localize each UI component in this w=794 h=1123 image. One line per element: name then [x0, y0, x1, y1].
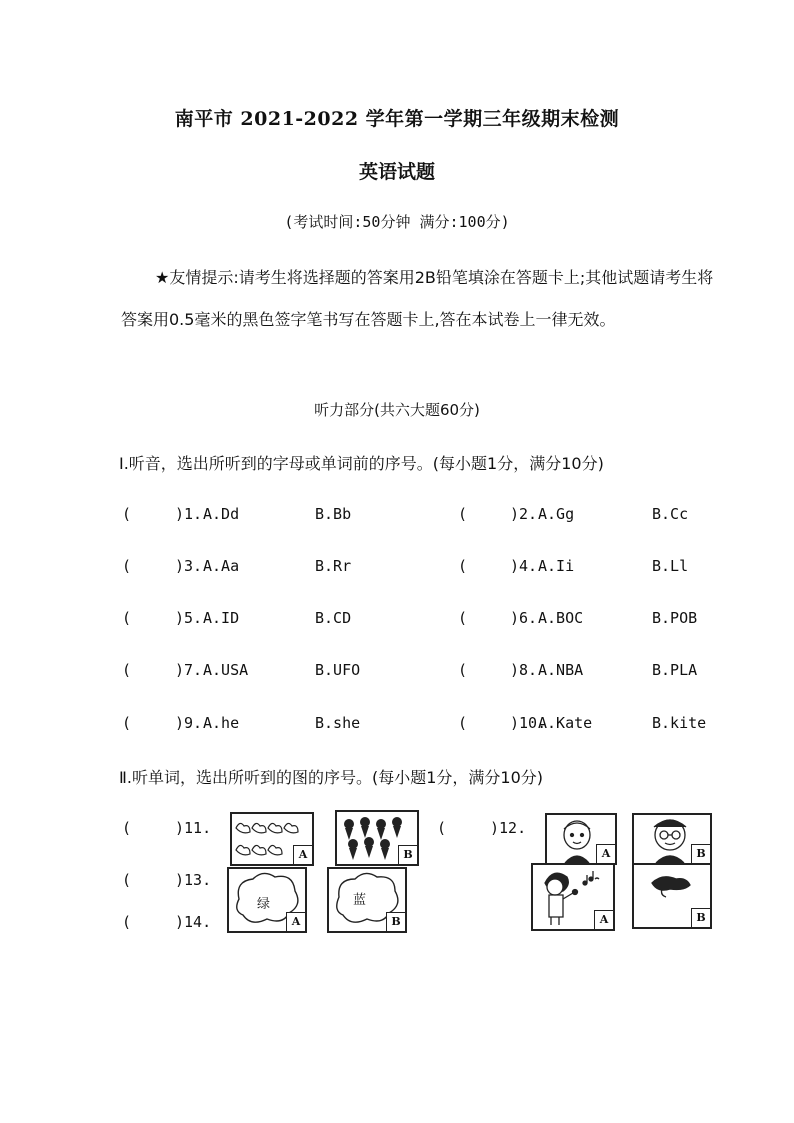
option-label: A [293, 845, 313, 865]
option-b: B.she [315, 714, 361, 732]
color-word-blue: 蓝 [353, 893, 367, 908]
section-2-heading: Ⅱ.听单词，选出所听到的图的序号。(每小题1分，满分10分) [119, 768, 543, 787]
answer-paren[interactable]: ( [458, 661, 468, 679]
answer-paren[interactable]: ( [122, 505, 132, 523]
option-label: B [691, 844, 711, 864]
option-b: B.POB [652, 609, 698, 627]
option-a: A.USA [203, 661, 249, 679]
question-number: )11. [175, 819, 212, 837]
option-label: B [691, 908, 711, 928]
answer-paren[interactable]: ( [122, 871, 132, 889]
option-b: B.kite [652, 714, 707, 732]
option-b: B.PLA [652, 661, 698, 679]
option-label: A [596, 844, 616, 864]
option-a: A.Gg [538, 505, 575, 523]
friendly-tip: ★友情提示:请考生将选择题的答案用2B铅笔填涂在答题卡上;其他试题请考生将答案用0.5毫米的黑色签字笔书写在答题卡上,答在本试卷上一律无效。 [121, 268, 714, 329]
section-1-heading: Ⅰ.听音，选出所听到的字母或单词前的序号。(每小题1分，满分10分) [119, 454, 604, 473]
listening-heading: 听力部分(共六大题60分) [314, 401, 480, 419]
option-a: A.ID [203, 609, 240, 627]
exam-info: (考试时间:50分钟 满分:100分) [284, 213, 510, 231]
option-a: A.Aa [203, 557, 240, 575]
option-b: B.UFO [315, 661, 361, 679]
exam-title: 南平市 2021-2022 学年第一学期三年级期末检测 [174, 108, 620, 130]
blue-picture-b[interactable] [327, 867, 407, 933]
option-label: A [286, 912, 306, 932]
hat-picture-b[interactable] [632, 863, 712, 929]
question-number: )6. [510, 609, 538, 627]
question-number: )10. [510, 714, 547, 732]
singing-girl-picture-a[interactable] [531, 863, 615, 931]
option-b: B.Rr [315, 557, 352, 575]
question-number: )13. [175, 871, 212, 889]
option-b: B.CD [315, 609, 352, 627]
answer-paren[interactable]: ( [122, 661, 132, 679]
girl-picture-a[interactable] [545, 813, 617, 865]
question-number: )3. [175, 557, 203, 575]
exam-subtitle: 英语试题 [358, 161, 435, 183]
green-picture-a[interactable] [227, 867, 307, 933]
question-number: )8. [510, 661, 538, 679]
option-label: B [398, 845, 418, 865]
option-a: A.he [203, 714, 240, 732]
answer-paren[interactable]: ( [122, 913, 132, 931]
ducks-picture-a[interactable] [230, 812, 314, 866]
question-number: )2. [510, 505, 538, 523]
option-b: B.Bb [315, 505, 352, 523]
color-word-green: 绿 [257, 897, 271, 912]
answer-paren[interactable]: ( [458, 505, 468, 523]
option-a: A.BOC [538, 609, 584, 627]
question-number: )1. [175, 505, 203, 523]
option-label: B [386, 912, 406, 932]
answer-paren[interactable]: ( [122, 819, 132, 837]
answer-paren[interactable]: ( [122, 557, 132, 575]
question-number: )5. [175, 609, 203, 627]
monkeys-picture-b[interactable] [335, 810, 419, 866]
answer-paren[interactable]: ( [122, 609, 132, 627]
boy-picture-b[interactable] [632, 813, 712, 865]
answer-paren[interactable]: ( [458, 714, 468, 732]
option-a: A.NBA [538, 661, 584, 679]
question-number: )7. [175, 661, 203, 679]
question-number: )14. [175, 913, 212, 931]
option-a: A.Kate [538, 714, 593, 732]
answer-paren[interactable]: ( [122, 714, 132, 732]
question-number: )12. [490, 819, 527, 837]
option-a: A.Dd [203, 505, 240, 523]
answer-paren[interactable]: ( [437, 819, 447, 837]
question-number: )4. [510, 557, 538, 575]
question-number: )9. [175, 714, 203, 732]
answer-paren[interactable]: ( [458, 557, 468, 575]
option-b: B.Ll [652, 557, 689, 575]
option-label: A [594, 910, 614, 930]
option-b: B.Cc [652, 505, 689, 523]
answer-paren[interactable]: ( [458, 609, 468, 627]
option-a: A.Ii [538, 557, 575, 575]
